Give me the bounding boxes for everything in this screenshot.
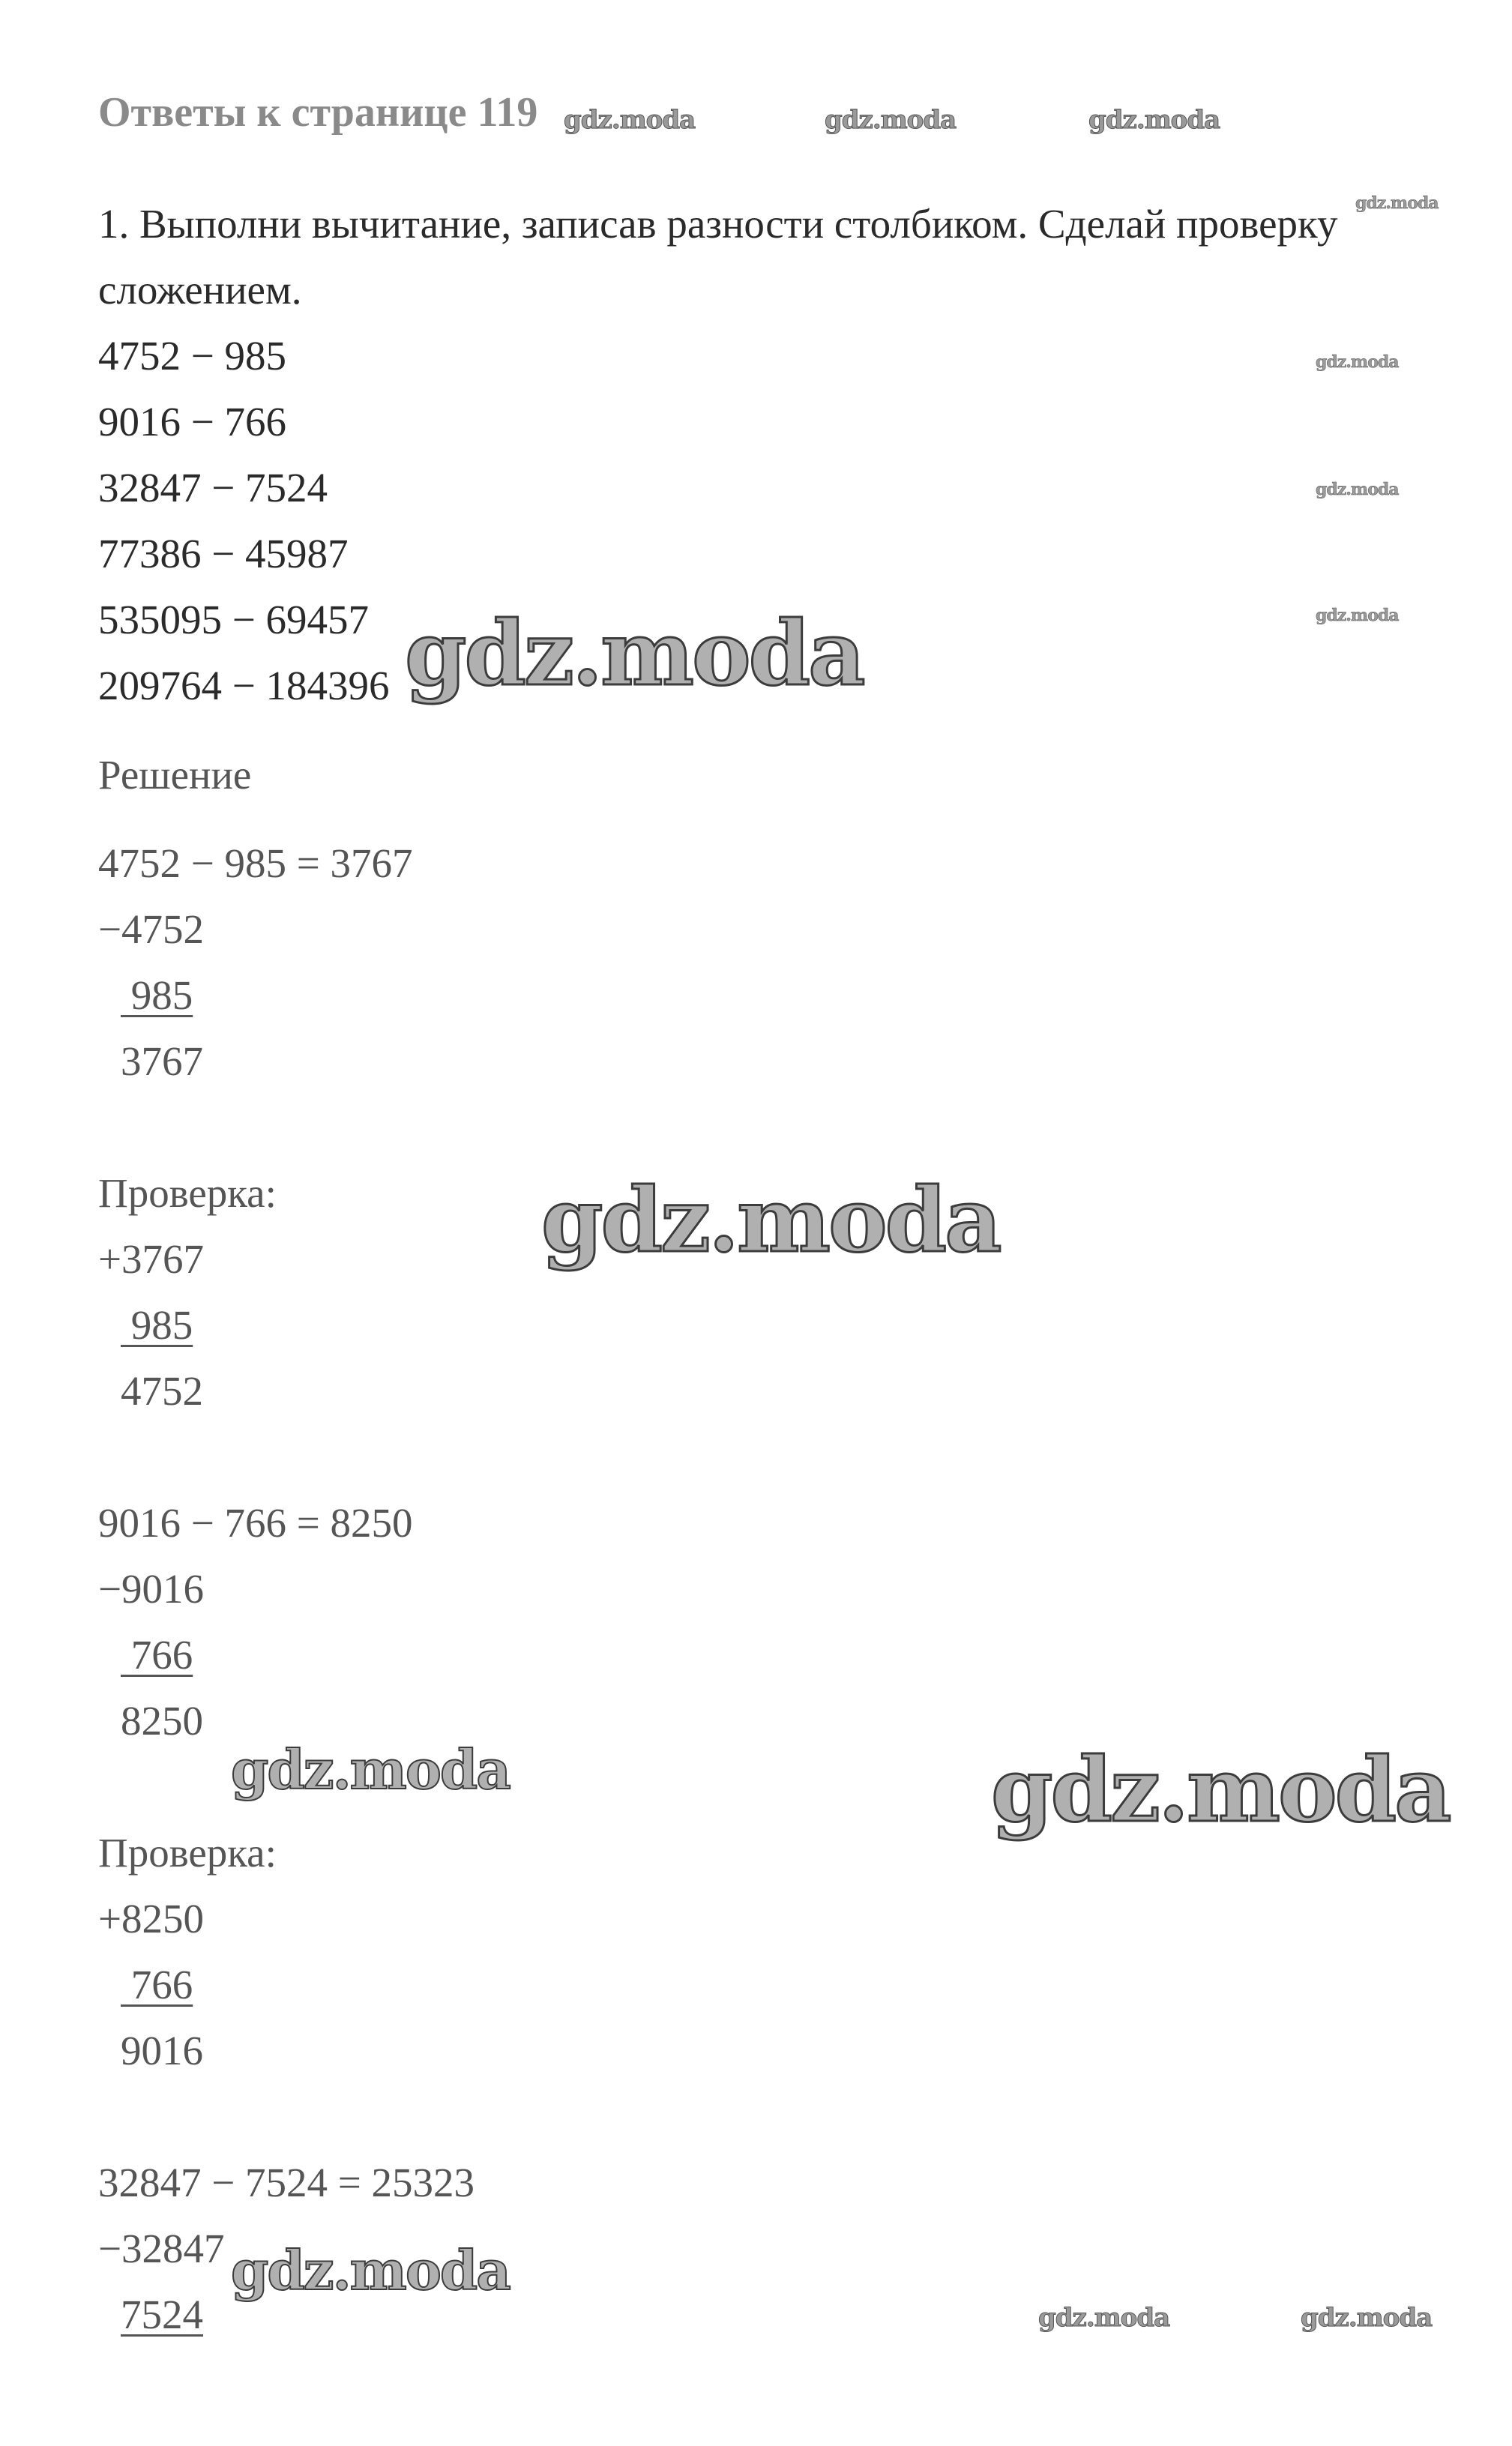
expression-4: 77386 − 45987 (98, 531, 349, 576)
equation-2: 9016 − 766 = 8250 (98, 1500, 413, 1546)
expression-3: 32847 − 7524 (98, 465, 328, 510)
subtraction-1-bottom: 985 (121, 972, 193, 1018)
watermark: gdz.moda (825, 105, 957, 135)
watermark: gdz.moda (1301, 2303, 1433, 2333)
addition-1-bottom: 985 (121, 1302, 193, 1348)
page-title: Ответы к странице 119 (98, 89, 538, 136)
task-text-line-1: 1. Выполни вычитание, записав разности столбиком. Сделай проверку (98, 201, 1338, 247)
watermark: gdz.moda (1316, 480, 1399, 499)
watermark: gdz.moda (405, 601, 864, 705)
expression-6: 209764 − 184396 (98, 663, 390, 708)
task-text-line-2: сложением. (98, 267, 302, 313)
watermark: gdz.moda (564, 105, 696, 135)
subtraction-1-result: 3767 (121, 1038, 203, 1084)
subtraction-2-top: −9016 (98, 1566, 205, 1612)
expression-2: 9016 − 766 (98, 399, 287, 445)
equation-1: 4752 − 985 = 3767 (98, 840, 413, 886)
solution-heading: Решение (98, 752, 252, 798)
addition-1-result: 4752 (121, 1368, 203, 1414)
watermark: gdz.moda (1088, 105, 1220, 135)
watermark: gdz.moda (231, 2238, 510, 2302)
watermark: gdz.moda (541, 1168, 1000, 1272)
subtraction-1-top: −4752 (98, 906, 205, 952)
expression-1: 4752 − 985 (98, 333, 287, 379)
expression-5: 535095 − 69457 (98, 597, 370, 642)
addition-2-result: 9016 (121, 2028, 203, 2073)
equation-3: 32847 − 7524 = 25323 (98, 2160, 475, 2205)
watermark: gdz.moda (1038, 2303, 1170, 2333)
subtraction-2-bottom: 766 (121, 1632, 193, 1678)
watermark: gdz.moda (231, 1738, 510, 1801)
subtraction-3-top: −32847 (98, 2226, 225, 2271)
watermark: gdz.moda (1316, 352, 1399, 372)
addition-2-bottom: 766 (121, 1962, 193, 2007)
addition-2-top: +8250 (98, 1896, 205, 1942)
check-label-1: Проверка: (98, 1170, 277, 1216)
subtraction-3-bottom: 7524 (121, 2292, 203, 2337)
check-label-2: Проверка: (98, 1830, 277, 1876)
subtraction-2-result: 8250 (121, 1698, 203, 1744)
watermark: gdz.moda (1355, 193, 1439, 213)
addition-1-top: +3767 (98, 1236, 205, 1282)
watermark: gdz.moda (1316, 606, 1399, 625)
watermark: gdz.moda (991, 1738, 1450, 1842)
